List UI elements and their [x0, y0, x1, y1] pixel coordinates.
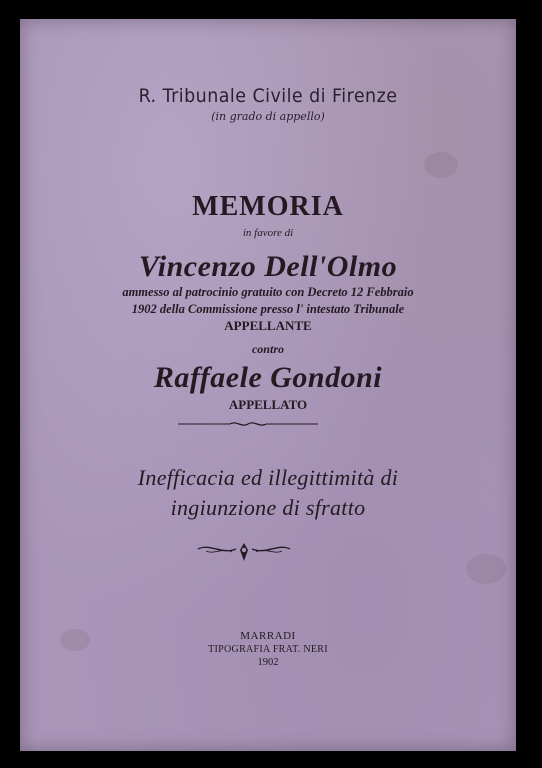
court-name: R. Tribunale Civile di Firenze — [138, 85, 398, 107]
appellee-role: APPELLATO — [228, 397, 308, 412]
document-title: MEMORIA — [192, 191, 344, 222]
court-instance: (in grado di appello) — [211, 110, 325, 123]
appellee-name: Raffaele Gondoni — [153, 361, 383, 394]
appellant-name: Vincenzo Dell'Olmo — [138, 250, 398, 283]
imprint-year: 1902 — [257, 657, 279, 668]
admission-note-line-1: ammesso al patrocinio gratuito con Decreto 12 Febbraio — [122, 285, 414, 299]
against-label: contro — [251, 342, 284, 356]
decorative-rule — [178, 420, 318, 428]
admission-note-line-2: 1902 della Commissione presso l' intestato Tribunale — [131, 302, 405, 316]
subject-line-1: Inefficacia ed illegittimità di — [137, 465, 399, 490]
paper-stain — [424, 152, 458, 178]
paper-stain — [466, 554, 506, 584]
fleuron-ornament — [196, 541, 292, 563]
subject-line-2: ingiunzione di sfratto — [170, 495, 366, 520]
appellant-role: APPELLANTE — [224, 318, 312, 333]
in-favour-of-label: in favore di — [242, 227, 294, 239]
document-page — [20, 19, 516, 751]
imprint-printer: TIPOGRAFIA FRAT. NERI — [208, 644, 328, 655]
imprint-place: MARRADI — [240, 630, 296, 642]
